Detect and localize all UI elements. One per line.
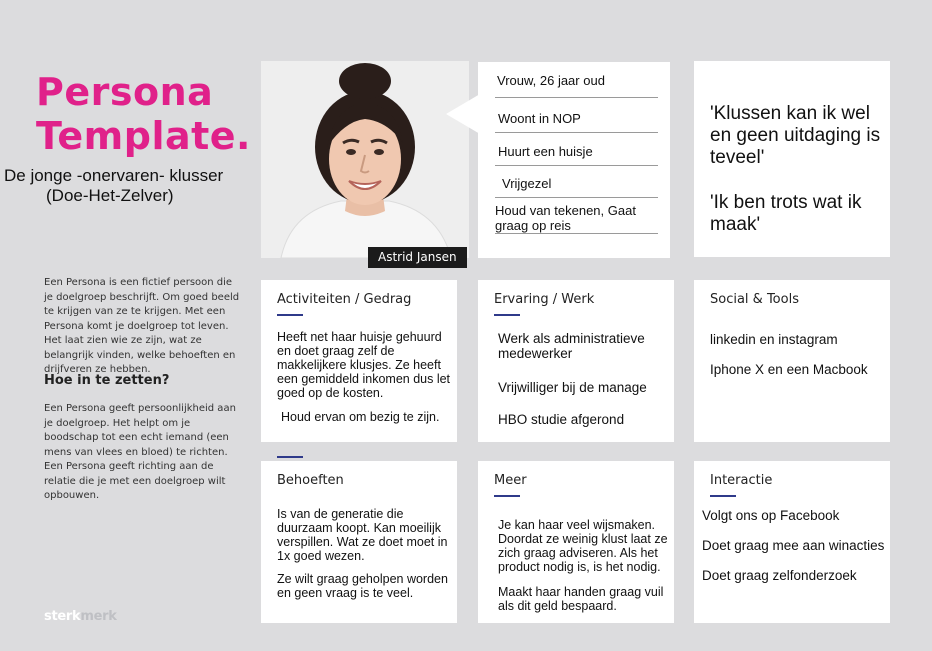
fact-divider xyxy=(495,132,658,133)
fact-relationship: Vrijgezel xyxy=(502,176,552,191)
sterkmerk-logo: sterkmerk xyxy=(44,609,117,624)
fact-housing: Huurt een huisje xyxy=(498,144,593,159)
quote-2: 'Ik ben trots wat ik maak' xyxy=(710,192,862,235)
title-line-1: Persona xyxy=(36,70,214,114)
list-item: linkedin en instagram xyxy=(710,332,838,347)
card-title-underline xyxy=(277,456,303,458)
card-text: Je kan haar veel wijsmaken. Doordat ze weinig klust laat ze zich graag adviseren. Als het product nodig is, is het nodig. xyxy=(498,518,668,574)
list-item: Doet graag zelfonderzoek xyxy=(702,568,857,583)
fact-hobbies: Houd van tekenen, Gaat graag op reis xyxy=(495,203,636,233)
card-meer xyxy=(478,461,674,623)
subtitle-line-2: (Doe-Het-Zelver) xyxy=(46,186,174,205)
intro-text: Een Persona is een fictief persoon die je doelgroep beschrijft. Om goed beeld te krijgen van ze te krijgen. Met een Persona komt je doelgroep tot leven. Het laat zien wie ze zijn, wat ze belangrijk vinden, welke behoeften en drijfveren ze hebben. xyxy=(44,277,240,375)
quote-1: 'Klussen kan ik wel en geen uitdaging is teveel' xyxy=(710,103,881,168)
list-item: Iphone X en een Macbook xyxy=(710,362,868,377)
persona-name-tag: Astrid Jansen xyxy=(368,247,467,268)
how-to-use-paragraph-2: Een Persona geeft richting aan de relatie die je met een doelgroep wilt opbouwen. xyxy=(44,461,226,501)
how-to-use-heading: Hoe in te zetten? xyxy=(44,373,170,388)
card-text: Maakt haar handen graag vuil als dit geld bespaard. xyxy=(498,585,664,613)
card-text: Heeft net haar huisje gehuurd en doet graag zelf de makkelijkere klusjes. Ze heeft een gemiddeld inkomen dus let goed op de kosten. xyxy=(277,330,451,400)
persona-photo xyxy=(261,61,469,258)
card-title: Ervaring / Werk xyxy=(494,292,595,307)
title-line-2: Template. xyxy=(36,114,251,158)
list-item: HBO studie afgerond xyxy=(498,412,625,427)
how-to-use-text xyxy=(44,402,240,504)
card-activiteiten xyxy=(261,280,457,442)
speech-bubble-tail xyxy=(446,94,480,134)
card-title-underline xyxy=(710,495,736,497)
fact-residence: Woont in NOP xyxy=(498,111,581,126)
card-behoeften xyxy=(261,461,457,623)
page-title xyxy=(36,70,251,158)
card-ervaring xyxy=(478,280,674,442)
card-text: Ze wilt graag geholpen worden en geen vraag is te veel. xyxy=(277,572,448,600)
fact-divider xyxy=(495,233,658,234)
list-item: Werk als administratieve medewerker xyxy=(498,331,645,361)
card-title-underline xyxy=(494,314,520,316)
fact-divider xyxy=(495,197,658,198)
subtitle-line-1: De jonge -onervaren- klusser xyxy=(4,166,224,185)
card-text: Is van de generatie die duurzaam koopt. Kan moeilijk verspillen. Wat ze doet moet in 1x goed wezen. xyxy=(277,507,448,563)
card-text: Houd ervan om bezig te zijn. xyxy=(281,410,440,424)
card-title: Activiteiten / Gedrag xyxy=(277,292,412,307)
page-subtitle xyxy=(4,166,223,206)
list-item: Vrijwilliger bij de manage xyxy=(498,380,647,395)
card-title: Social & Tools xyxy=(710,292,799,307)
card-title-underline xyxy=(277,314,303,316)
fact-divider xyxy=(495,97,658,98)
card-interactie xyxy=(694,461,890,623)
list-item: Volgt ons op Facebook xyxy=(702,508,840,523)
how-to-use-paragraph-1: Een Persona geeft persoonlijkheid aan je doelgroep. Het helpt om je boodschap tot een echt iemand (een mens van vlees en bloed) te richten. xyxy=(44,403,236,458)
card-title: Meer xyxy=(494,473,527,488)
list-item: Doet graag mee aan winacties xyxy=(702,538,885,553)
card-social-tools xyxy=(694,280,890,442)
fact-divider xyxy=(495,165,658,166)
fact-age: Vrouw, 26 jaar oud xyxy=(497,73,605,88)
quote-card xyxy=(694,61,890,257)
card-title: Interactie xyxy=(710,473,773,488)
card-title: Behoeften xyxy=(277,473,344,488)
card-title-underline xyxy=(494,495,520,497)
woman-portrait-illustration xyxy=(261,61,469,258)
